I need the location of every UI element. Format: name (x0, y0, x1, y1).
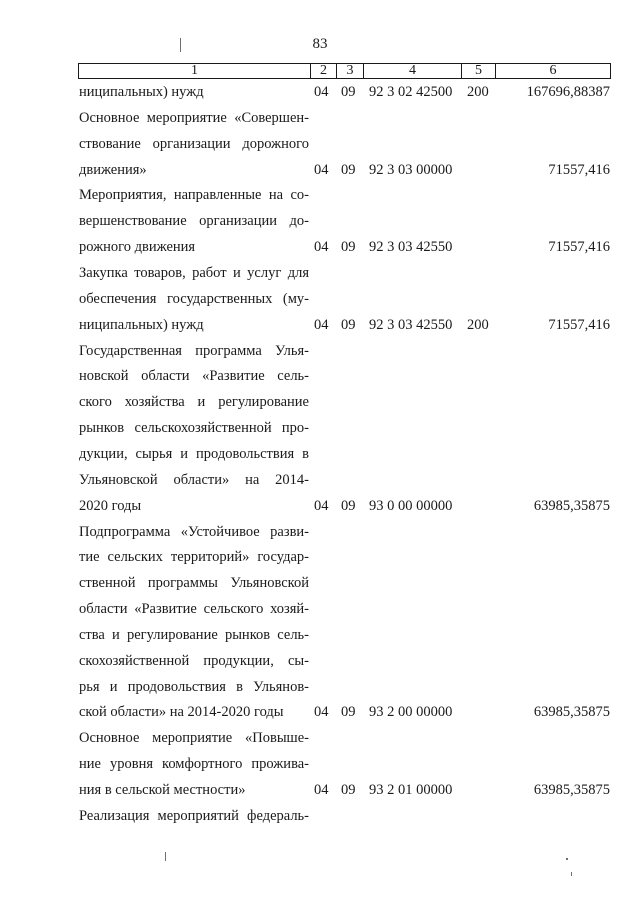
table-row (0, 291, 640, 317)
row-description: Ульяновской области» на 2014- (79, 471, 309, 488)
cell-col-4: 92 3 02 42500 (369, 84, 453, 100)
table-row (0, 343, 640, 369)
table-row (0, 472, 640, 498)
row-description: скохозяйственной продукции, сы- (79, 652, 309, 669)
row-description: ниципальных) нужд (79, 84, 204, 100)
table-row (0, 239, 640, 265)
scan-artifact (180, 38, 181, 52)
cell-col-4: 93 2 01 00000 (369, 782, 453, 798)
row-description: Мероприятия, направленные на со- (79, 187, 309, 204)
cell-col-3: 09 (341, 782, 356, 798)
table-row (0, 110, 640, 136)
table-row (0, 84, 640, 110)
row-description: ствование организации дорожного (79, 135, 309, 152)
row-description: новской области «Развитие сель- (79, 368, 309, 385)
row-description: движения» (79, 161, 147, 178)
cell-col-6: 71557,416 (548, 161, 610, 178)
cell-col-4: 92 3 03 42550 (369, 316, 453, 333)
table-row (0, 213, 640, 239)
table-row (0, 317, 640, 343)
row-description: Подпрограмма «Устойчивое разви- (79, 523, 309, 540)
cell-col-3: 09 (341, 84, 356, 100)
row-description: 2020 годы (79, 497, 142, 514)
row-description: ского хозяйства и регулирование (79, 394, 309, 411)
row-description: ния в сельской местности» (79, 782, 246, 798)
column-header: 2 (311, 64, 337, 79)
table-header (78, 63, 611, 79)
table-row (0, 756, 640, 782)
table-row (0, 394, 640, 420)
cell-col-2: 04 (314, 782, 329, 798)
cell-col-2: 04 (314, 84, 329, 100)
row-description: области «Развитие сельского хозяй- (79, 601, 309, 617)
cell-col-5: 200 (467, 316, 489, 333)
table-row (0, 549, 640, 575)
table-row (0, 498, 640, 524)
table-row (0, 730, 640, 756)
column-header: 3 (337, 64, 364, 79)
cell-col-6: 63985,35875 (533, 704, 610, 721)
column-header: 4 (364, 64, 462, 79)
cell-col-6: 63985,35875 (533, 497, 610, 514)
cell-col-3: 09 (341, 161, 356, 178)
cell-col-4: 92 3 03 00000 (369, 161, 453, 178)
row-description: Основное мероприятие «Совершен- (79, 109, 309, 126)
cell-col-6: 63985,35875 (533, 782, 610, 798)
cell-col-3: 09 (341, 497, 356, 514)
table-row (0, 601, 640, 627)
row-description: рья и продовольствия в Ульянов- (79, 678, 309, 695)
cell-col-2: 04 (314, 704, 329, 721)
cell-col-2: 04 (314, 239, 329, 256)
row-description: рынков сельскохозяйственной про- (79, 420, 309, 437)
column-header: 5 (462, 64, 496, 79)
table-row (0, 265, 640, 291)
cell-col-3: 09 (341, 704, 356, 721)
cell-col-2: 04 (314, 497, 329, 514)
row-description: обеспечения государственных (му- (79, 290, 309, 307)
cell-col-2: 04 (314, 161, 329, 178)
cell-col-6: 71557,416 (548, 239, 610, 256)
row-description: Реализация мероприятий федераль- (79, 807, 309, 824)
table-row (0, 162, 640, 188)
row-description: дукции, сырья и продовольствия в (79, 445, 309, 462)
table-row (0, 446, 640, 472)
row-description: Основное мероприятие «Повыше- (79, 730, 309, 747)
table-row (0, 782, 640, 808)
row-description: ства и регулирование рынков сель- (79, 626, 309, 643)
row-description: вершенствование организации до- (79, 213, 309, 230)
table-row (0, 808, 640, 834)
row-description: Закупка товаров, работ и услуг для (79, 265, 309, 281)
column-header: 1 (79, 64, 311, 79)
table-row (0, 368, 640, 394)
table-row (0, 420, 640, 446)
cell-col-2: 04 (314, 316, 329, 333)
cell-col-4: 93 0 00 00000 (369, 497, 453, 514)
table-row (0, 704, 640, 730)
page-number: 83 (312, 36, 328, 52)
cell-col-3: 09 (341, 239, 356, 256)
scan-artifact (571, 872, 572, 876)
cell-col-3: 09 (341, 316, 356, 333)
column-header: 6 (496, 64, 611, 79)
cell-col-6: 71557,416 (548, 316, 610, 333)
table-row (0, 575, 640, 601)
scan-artifact (566, 858, 568, 860)
row-description: Государственная программа Улья- (79, 342, 309, 359)
row-description: ственной программы Ульяновской (79, 575, 309, 592)
table-row (0, 679, 640, 705)
row-description: тие сельских территорий» государ- (79, 549, 309, 566)
table-row (0, 653, 640, 679)
table-row (0, 136, 640, 162)
row-description: ниципальных) нужд (79, 316, 204, 333)
scan-artifact (165, 852, 166, 861)
row-description: ние уровня комфортного прожива- (79, 756, 309, 773)
cell-col-5: 200 (467, 84, 489, 100)
row-description: рожного движения (79, 239, 196, 256)
cell-col-4: 93 2 00 00000 (369, 704, 453, 721)
cell-col-6: 167696,88387 (526, 84, 610, 100)
table-row (0, 627, 640, 653)
table-row (0, 187, 640, 213)
row-description: ской области» на 2014-2020 годы (79, 704, 284, 721)
cell-col-4: 92 3 03 42550 (369, 239, 453, 256)
table-row (0, 524, 640, 550)
